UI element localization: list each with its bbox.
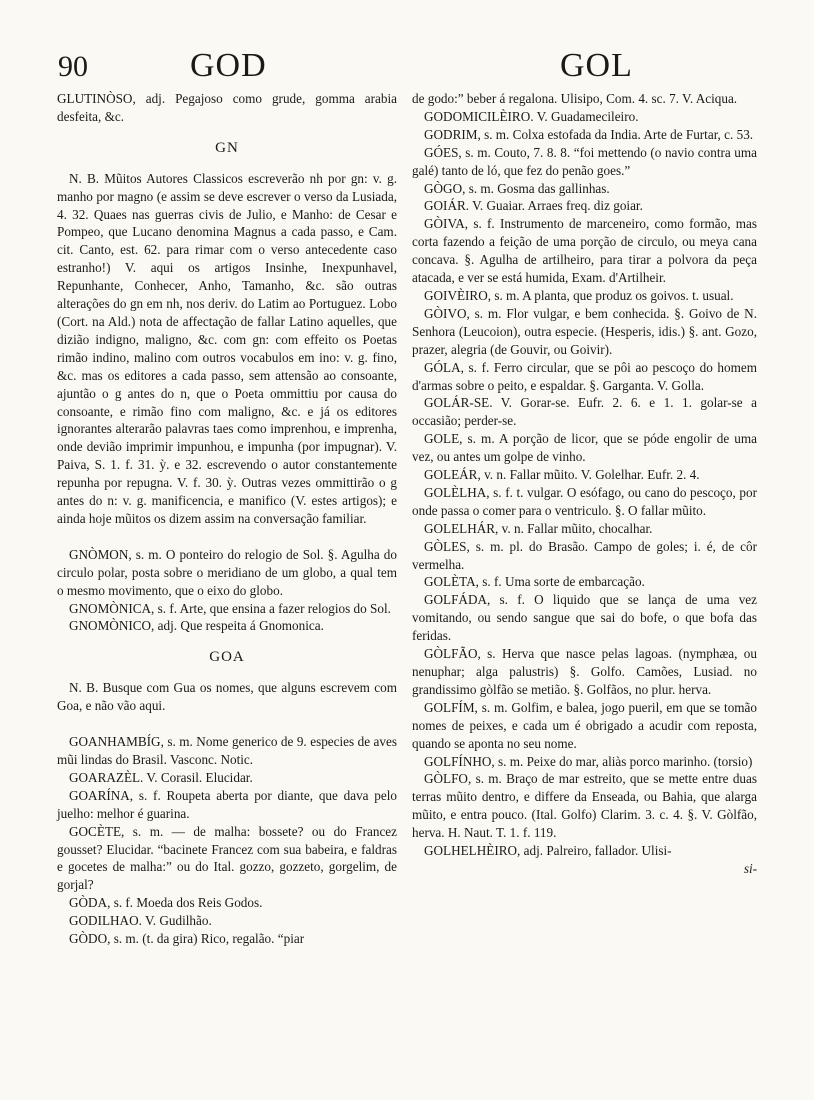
entry-gole: GOLE, s. m. A porção de licor, que se póde engolir de uma vez, ou antes um golpe de vinho. [412,431,757,465]
entry-gola: GÓLA, s. f. Ferro circular, que se pôi ao pescoço do homem d'armas sobre o peito, e espaldar. §. Garganta. V. Golla. [412,359,757,393]
left-column [57,90,397,948]
entry-godomicileiro: GODOMICILÈIRO. V. Guadamecileiro. [424,108,639,124]
entry-gnomonico: GNOMÒNICO, adj. Que respeita á Gnomonica. [69,618,324,634]
entry-golhelheiro: GOLHELHÈIRO, adj. Palreiro, fallador. Ulisi- [424,843,672,859]
entry-golelha: GOLÈLHA, s. f. t. vulgar. O esófago, ou cano do pescoço, por onde passa o comer para o ventriculo. §. O fallar mũito. [412,484,757,518]
right-column [412,90,757,878]
entry-goiveiro: GOIVÈIRO, s. m. A planta, que produz os goivos. t. usual. [424,287,734,303]
entry-goanhambig: GOANHAMBÍG, s. m. Nome generico de 9. especies de aves mũi lindas do Brasil. Vasconc. Notic. [57,734,397,767]
entry-goiva: GÒIVA, s. f. Instrumento de marceneiro, como formão, mas corta fazendo a feição de uma porção de circulo, ou meya cana concava. §. Agulha de artilheiro, para tirar a polvora da peça atacada, e ver se está humida, Exam. d'Artilheir. [412,216,757,286]
entry-goes: GÓES, s. m. Couto, 7. 8. 8. “foi mettendo (o navio contra uma galé) tanto de ló, que fez do penão goes.” [412,144,757,178]
entry-godilhao: GODILHAO. V. Gudilhão. [69,913,212,929]
entry-golelhar: GOLELHÁR, v. n. Fallar mũito, chocalhar. [424,520,653,536]
entry-golfo: GÒLFO, s. m. Braço de mar estreito, que se mette entre duas terras mũito dentro, e differe da Enseada, ou Bahia, que alarga mũito, e entra pouco. (Ital. Golfo) Clarim. 3. c. 4. §. V. Gòlfão, herva. H. Naut. T. 1. f. 119. [412,771,757,841]
entry-goarina: GOARÍNA, s. f. Roupeta aberta por diante, que dava pelo juelho: melhor é guarina. [57,787,397,821]
entry-goda: GÒDA, s. f. Moeda dos Reis Godos. [69,895,263,911]
entry-golfao: GÒLFÃO, s. Herva que nasce pelas lagoas. (nymphæa, ou nenuphar; alga palustris) §. Golfo. Camões, Lusiad. no grandissimo gòlfão se metião. §. Golfãos, no plur. herva. [412,646,757,697]
catchword: si- [743,860,757,876]
running-head-left: GOD [190,47,267,84]
entry-golfada: GOLFÁDA, s. f. O liquido que se lança de uma vez vomitando, ou sendo sangue que sai do bofe, o que bofa das feridas. [412,592,757,644]
entry-goivo: GÒIVO, s. m. Flor vulgar, e bem conhecida. §. Goivo de N. Senhora (Leucoion), outra especie. (Hesperis, idis.) §. ant. Gozo, prazer, alegria (de Gouvir, ou Goivir). [412,305,757,357]
entry-gnomon: GNÒMON, s. m. O ponteiro do relogio de Sol. §. Agulha do circulo polar, posta sobre o meridiano de um globo, a qual tem o mesmo movimento, que o eixo do globo. [57,546,397,598]
entry-goles: GÒLES, s. m. pl. do Brasão. Campo de goles; i. é, de côr vermelha. [412,538,757,572]
entry-gocete: GOCÈTE, s. m. — de malha: bossete? ou do Francez gousset? Elucidar. “bacinete Francez com sua babeira, e faldras e gocetes de malha:” ou do Ital. gozzo, gozzeto, gorgelim, de gorjal? [57,823,397,893]
entry-godo-continued: de godo:” beber á regalona. Ulisipo, Com. 4. sc. 7. V. Aciqua. [412,91,738,106]
entry-golfinho: GOLFÍNHO, s. m. Peixe do mar, aliàs porco marinho. (torsio) [424,753,753,769]
entry-gogo: GÒGO, s. m. Gosma das gallinhas. [424,180,610,196]
entry-golear: GOLEÁR, v. n. Fallar mũito. V. Golelhar. Eufr. 2. 4. [424,467,700,483]
entry-glutinoso: GLUTINÒSO, adj. Pegajoso como grude, gomma arabia desfeita, &c. [57,91,397,124]
page-number: 90 [58,50,88,83]
entry-goleta: GOLÈTA, s. f. Uma sorte de embarcação. [424,574,645,590]
section-heading-goa: GOA [209,649,245,666]
entry-golfim: GOLFÍM, s. m. Golfim, e balea, jogo pueril, em que se tomão nomes de peixes, e cada um é obrigado a acudir com reposta, quando se aponta no seu nome. [412,699,757,751]
entry-golar-se: GOLÁR-SE. V. Gorar-se. Eufr. 2. 6. e 1. 1. golar-se a occasião; perder-se. [412,395,757,429]
entry-godrim: GODRIM, s. m. Colxa estofada da India. Arte de Furtar, c. 53. [424,126,754,142]
entry-gnomonica: GNOMÒNICA, s. f. Arte, que ensina a fazer relogios do Sol. [69,600,391,616]
entry-godo: GÒDO, s. m. (t. da gira) Rico, regalão. “piar [69,931,305,947]
running-head-right: GOL [560,47,633,84]
entry-goarazel: GOARAZÈL. V. Corasil. Elucidar. [69,769,253,785]
entry-goiar: GOIÁR. V. Guaiar. Arraes freq. diz goiar. [424,198,643,214]
section-heading-gn: GN [215,139,239,156]
note-goa: N. B. Busque com Gua os nomes, que alguns escrevem com Goa, e não vão aqui. [57,680,397,714]
note-gn: N. B. Mũitos Autores Classicos escreverão nh por gn: v. g. manho por magno (e assim se deve escrever o verso da Lusiada, 4. 32. Quaes nas guerras civis de Julio, e Manho: de Cesar e Pompeo, que Lucano denomina Magnus a cada passo, e Cam. cit. Canto, est. 62. para rimar com o verso antecedente caso estranho!) V. aqui os artigos Insinhe, Inexpunhavel, Repunhante, Conhecer, Anho, Tamanho, &c. são outras alterações do gn em nh, nos deriv. do Latim ao Portuguez. Lobo (Cort. na Ald.) nota de affectação de fallar Latino aquelles, que dizião indigno, maligno, &c. com gn: com effeito os Poetas rimão indino, malino com outros vocabulos em ino: v. g. fino, &c. mas os editores a cada passo, sem attensão ao consoante, ajuntão o g antes do n, que o Poeta ommittiu por causa do consoante, e rimão fino com maligno, &c. e já os editores ignorantes alterarão palavras taes como imprenhou, e imprenha, onde devião imprimir impunhou, e impunha (por impugnar). V. Paiva, S. 1. f. 31. ỳ. e 32. escrevendo o autor constantemente repunha por repugna. V. f. 30. ỳ. Outras vezes ommittirão o g antes do n: v. g. manificencia, e manifico (V. estes artigos); e ainda hoje mũitos os dizem assim na conversação familiar. [57,170,397,526]
